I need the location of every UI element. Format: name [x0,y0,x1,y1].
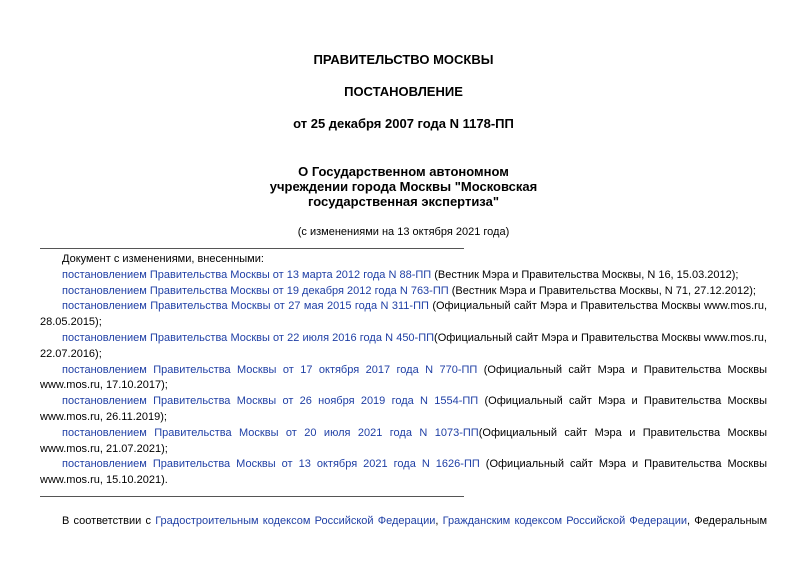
authority-title: ПРАВИТЕЛЬСТВО МОСКВЫ [313,52,494,67]
top-divider [40,248,464,249]
amendment-link[interactable]: постановлением Правительства Москвы от 19 декабря 2012 года N 763-ПП [62,284,449,297]
amendment-link[interactable]: постановлением Правительства Москвы от 27 мая 2015 года N 311-ПП [62,300,429,313]
amendment-source: (Официальный сайт Мэра и Правительства Москвы www.mos.ru, 15.10.2021). [40,458,767,487]
amendment-source: (Официальный сайт Мэра и Правительства Москвы www.mos.ru, 17.10.2017); [40,363,767,392]
amendment-source: (Официальный сайт Мэра и Правительства Москвы www.mos.ru, 22.07.2016); [40,331,767,360]
amendment-source: (Официальный сайт Мэра и Правительства Москвы www.mos.ru, 28.05.2015); [40,300,768,329]
amendment-item [40,268,767,284]
amendment-item [40,394,767,426]
amendment-source: (Официальный сайт Мэра и Правительства Москвы www.mos.ru, 21.07.2021); [40,426,767,455]
amendment-source: (Вестник Мэра и Правительства Москвы, N 16, 15.03.2012); [431,268,739,281]
amendment-link[interactable]: постановлением Правительства Москвы от 13 марта 2012 года N 88-ПП [62,268,432,281]
urban-planning-code-link[interactable]: Градостроительным кодексом Российской Федерации [155,515,436,527]
amendment-link[interactable]: постановлением Правительства Москвы от 22 июля 2016 года N 450-ПП [62,331,435,344]
amendment-item [40,331,767,363]
amendment-item [40,363,767,395]
amendment-link[interactable]: постановлением Правительства Москвы от 26 ноября 2019 года N 1554-ПП [62,395,479,408]
amendment-item [40,284,767,300]
amendment-link[interactable]: постановлением Правительства Москвы от 17 октября 2017 года N 770-ПП [62,363,478,376]
document-date-number: от 25 декабря 2007 года N 1178-ПП [293,116,514,131]
amendment-link[interactable]: постановлением Правительства Москвы от 13 октября 2021 года N 1626-ПП [62,458,480,471]
amendment-source: (Вестник Мэра и Правительства Москвы, N 71, 27.12.2012); [448,284,756,297]
subject-line: государственная экспертиза" [308,194,499,209]
civil-code-link[interactable]: Гражданским кодексом Российской Федерации [442,515,688,527]
amendment-source: (Официальный сайт Мэра и Правительства Москвы www.mos.ru, 26.11.2019); [40,395,767,423]
basis-suffix: , Федеральным [687,515,768,527]
amendment-item [40,299,767,331]
subject-line: учреждении города Москвы "Московская [269,179,538,194]
revision-note: (с изменениями на 13 октября 2021 года) [297,226,510,238]
bottom-divider [40,496,464,497]
amendments-intro: Документ с изменениями, внесенными: [62,253,264,265]
amendment-item [40,457,767,489]
basis-separator: , [435,515,443,527]
legal-basis-paragraph [40,514,767,530]
document-subject [0,164,807,209]
subject-line: О Государственном автономном [298,164,509,179]
document-type: ПОСТАНОВЛЕНИЕ [344,84,463,99]
basis-prefix: В соответствии с [62,515,156,527]
amendment-link[interactable]: постановлением Правительства Москвы от 20 июля 2021 года N 1073-ПП [62,426,479,439]
amendment-item [40,426,767,458]
amendments-block [40,252,767,489]
